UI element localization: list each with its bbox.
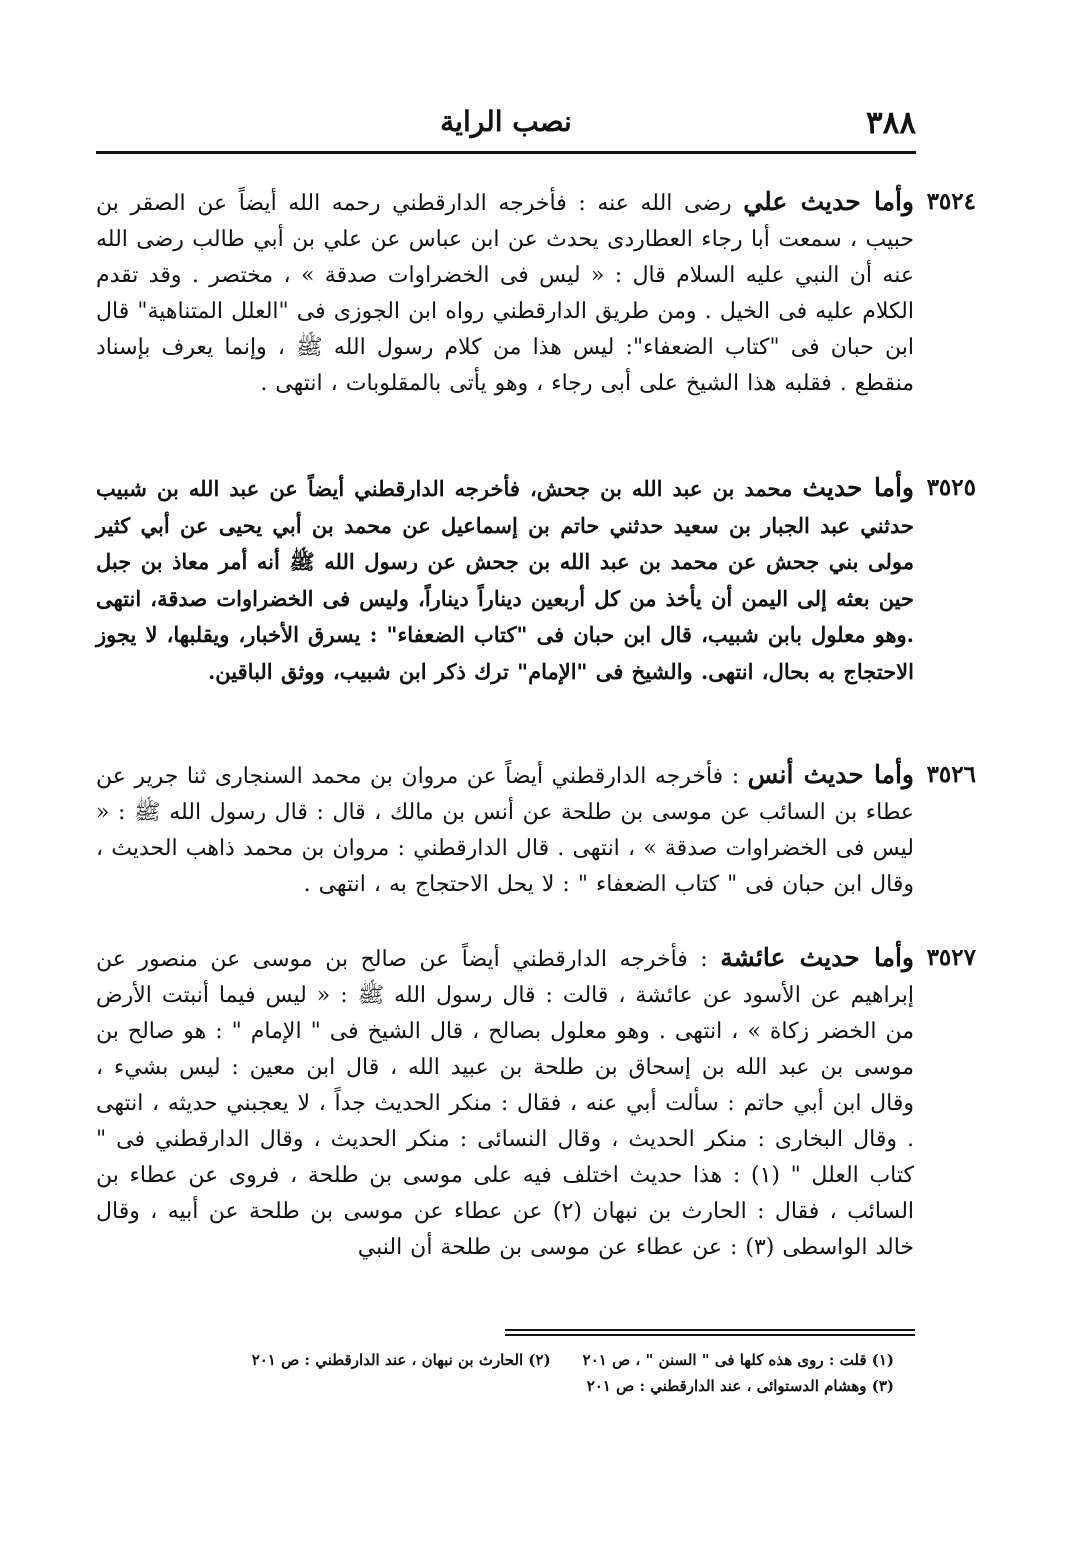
entry-number: ٣٥٢٤ bbox=[926, 188, 976, 215]
entry-lead: وأما حديث bbox=[802, 473, 914, 502]
hadith-entry-3527 bbox=[96, 940, 976, 1266]
hadith-entry-3526 bbox=[96, 757, 976, 903]
entry-body: محمد بن عبد الله بن جحش، فأخرجه الدارقطني أيضاً عن عبد الله بن شبيب حدثني عبد الجبار بن سعيد حدثني حاتم بن إسماعيل عن محمد بن أبي يحيى عن أبي كثير مولى بني جحش عن محمد بن عبد الله بن جحش عن رسول الله ﷺ أنه أمر معاذ بن جبل حين بعثه إلى اليمن أن يأخذ من كل أربعين ديناراً ديناراً، وليس فى الخضراوات صدقة، انتهى .وهو معلول بابن شبيب، قال ابن حبان فى "كتاب الضعفاء" : يسرق الأخبار، ويقلبها، لا يجوز الاحتجاج به بحال، انتهى. والشيخ فى "الإمام" ترك ذكر ابن شبيب، ووثق الباقين. bbox=[96, 476, 914, 684]
entry-number: ٣٥٢٦ bbox=[926, 761, 976, 788]
footnote-1: (١) قلت : روى هذه كلها فى " السنن " ، ص ٢٠١ bbox=[582, 1351, 894, 1369]
entry-text bbox=[96, 757, 914, 903]
entry-number: ٣٥٢٥ bbox=[926, 474, 976, 501]
footnote-rule-top bbox=[505, 1329, 915, 1331]
entry-text bbox=[96, 470, 914, 690]
footnote-line bbox=[96, 1373, 916, 1399]
hadith-entry-3525 bbox=[96, 470, 976, 690]
footnote-line bbox=[96, 1347, 916, 1373]
header-rule bbox=[96, 151, 916, 154]
hadith-entry-3524 bbox=[96, 184, 976, 402]
entry-number: ٣٥٢٧ bbox=[926, 944, 976, 971]
footnote-3: (٣) وهشام الدستوائى ، عند الدارقطني : ص ٢٠١ bbox=[586, 1377, 894, 1395]
entry-body: : فأخرجه الدارقطني أيضاً عن صالح بن موسى عن منصور عن إبراهيم عن الأسود عن عائشة ، قالت : قال رسول الله ﷺ : « ليس فيما أنبتت الأرض من الخضر زكاة » ، انتهى . وهو معلول بصالح ، قال الشيخ فى " الإمام " : هو صالح بن موسى بن عبد الله بن إسحاق بن طلحة بن عبيد الله ، قال ابن معين : ليس بشيء ، وقال ابن أبي حاتم : سألت أبي عنه ، فقال : منكر الحديث جداً ، لا يعجبني حديثه ، انتهى . وقال البخارى : منكر الحديث ، وقال النسائى : منكر الحديث ، وقال الدارقطني فى " كتاب العلل " (١) : هذا حديث اختلف فيه على موسى بن طلحة ، فروى عن عطاء بن السائب ، فقال : الحارث بن نبهان (٢) عن عطاء عن موسى بن طلحة عن أبيه ، وقال خالد الواسطى (٣) : عن عطاء عن موسى بن طلحة أن النبي bbox=[96, 947, 915, 1260]
entry-body: رضى الله عنه : فأخرجه الدارقطني رحمه الله أيضاً عن الصقر بن حبيب ، سمعت أبا رجاء العطاردى يحدث عن ابن عباس عن علي بن أبي طالب رضى الله عنه أن النبي عليه السلام قال : « ليس فى الخضراوات صدقة » ، مختصر . وقد تقدم الكلام عليه فى الخيل . ومن طريق الدارقطني رواه ابن الجوزى فى "العلل المتناهية" قال ابن حبان فى "كتاب الضعفاء": ليس هذا من كلام رسول الله ﷺ ، وإنما يعرف بإسناد منقطع . فقلبه هذا الشيخ على أبى رجاء ، وهو يأتى بالمقلوبات ، انتهى . bbox=[96, 191, 914, 396]
entry-text bbox=[96, 940, 914, 1266]
footnote-rule-bottom bbox=[505, 1334, 915, 1336]
footnote-2: (٢) الحارث بن نبهان ، عند الدارقطني : ص ٢٠١ bbox=[251, 1351, 551, 1369]
running-title: نصب الراية bbox=[440, 105, 572, 138]
page-number: ٣٨٨ bbox=[866, 105, 916, 141]
entry-body: : فأخرجه الدارقطني أيضاً عن مروان بن محمد السنجارى ثنا جرير عن عطاء بن السائب عن موسى بن طلحة عن أنس بن مالك ، قال : قال رسول الله ﷺ : « ليس فى الخضراوات صدقة » ، انتهى . قال الدارقطني : مروان بن محمد ذاهب الحديث ، وقال ابن حبان فى " كتاب الضعفاء " : لا يحل الاحتجاج به ، انتهى . bbox=[96, 764, 914, 897]
entry-lead: وأما حديث عائشة bbox=[720, 943, 915, 972]
entry-text bbox=[96, 184, 914, 402]
entry-lead: وأما حديث أنس bbox=[747, 760, 915, 789]
entry-lead: وأما حديث علي bbox=[743, 187, 914, 216]
footnotes bbox=[96, 1347, 916, 1399]
page-header bbox=[96, 105, 916, 149]
